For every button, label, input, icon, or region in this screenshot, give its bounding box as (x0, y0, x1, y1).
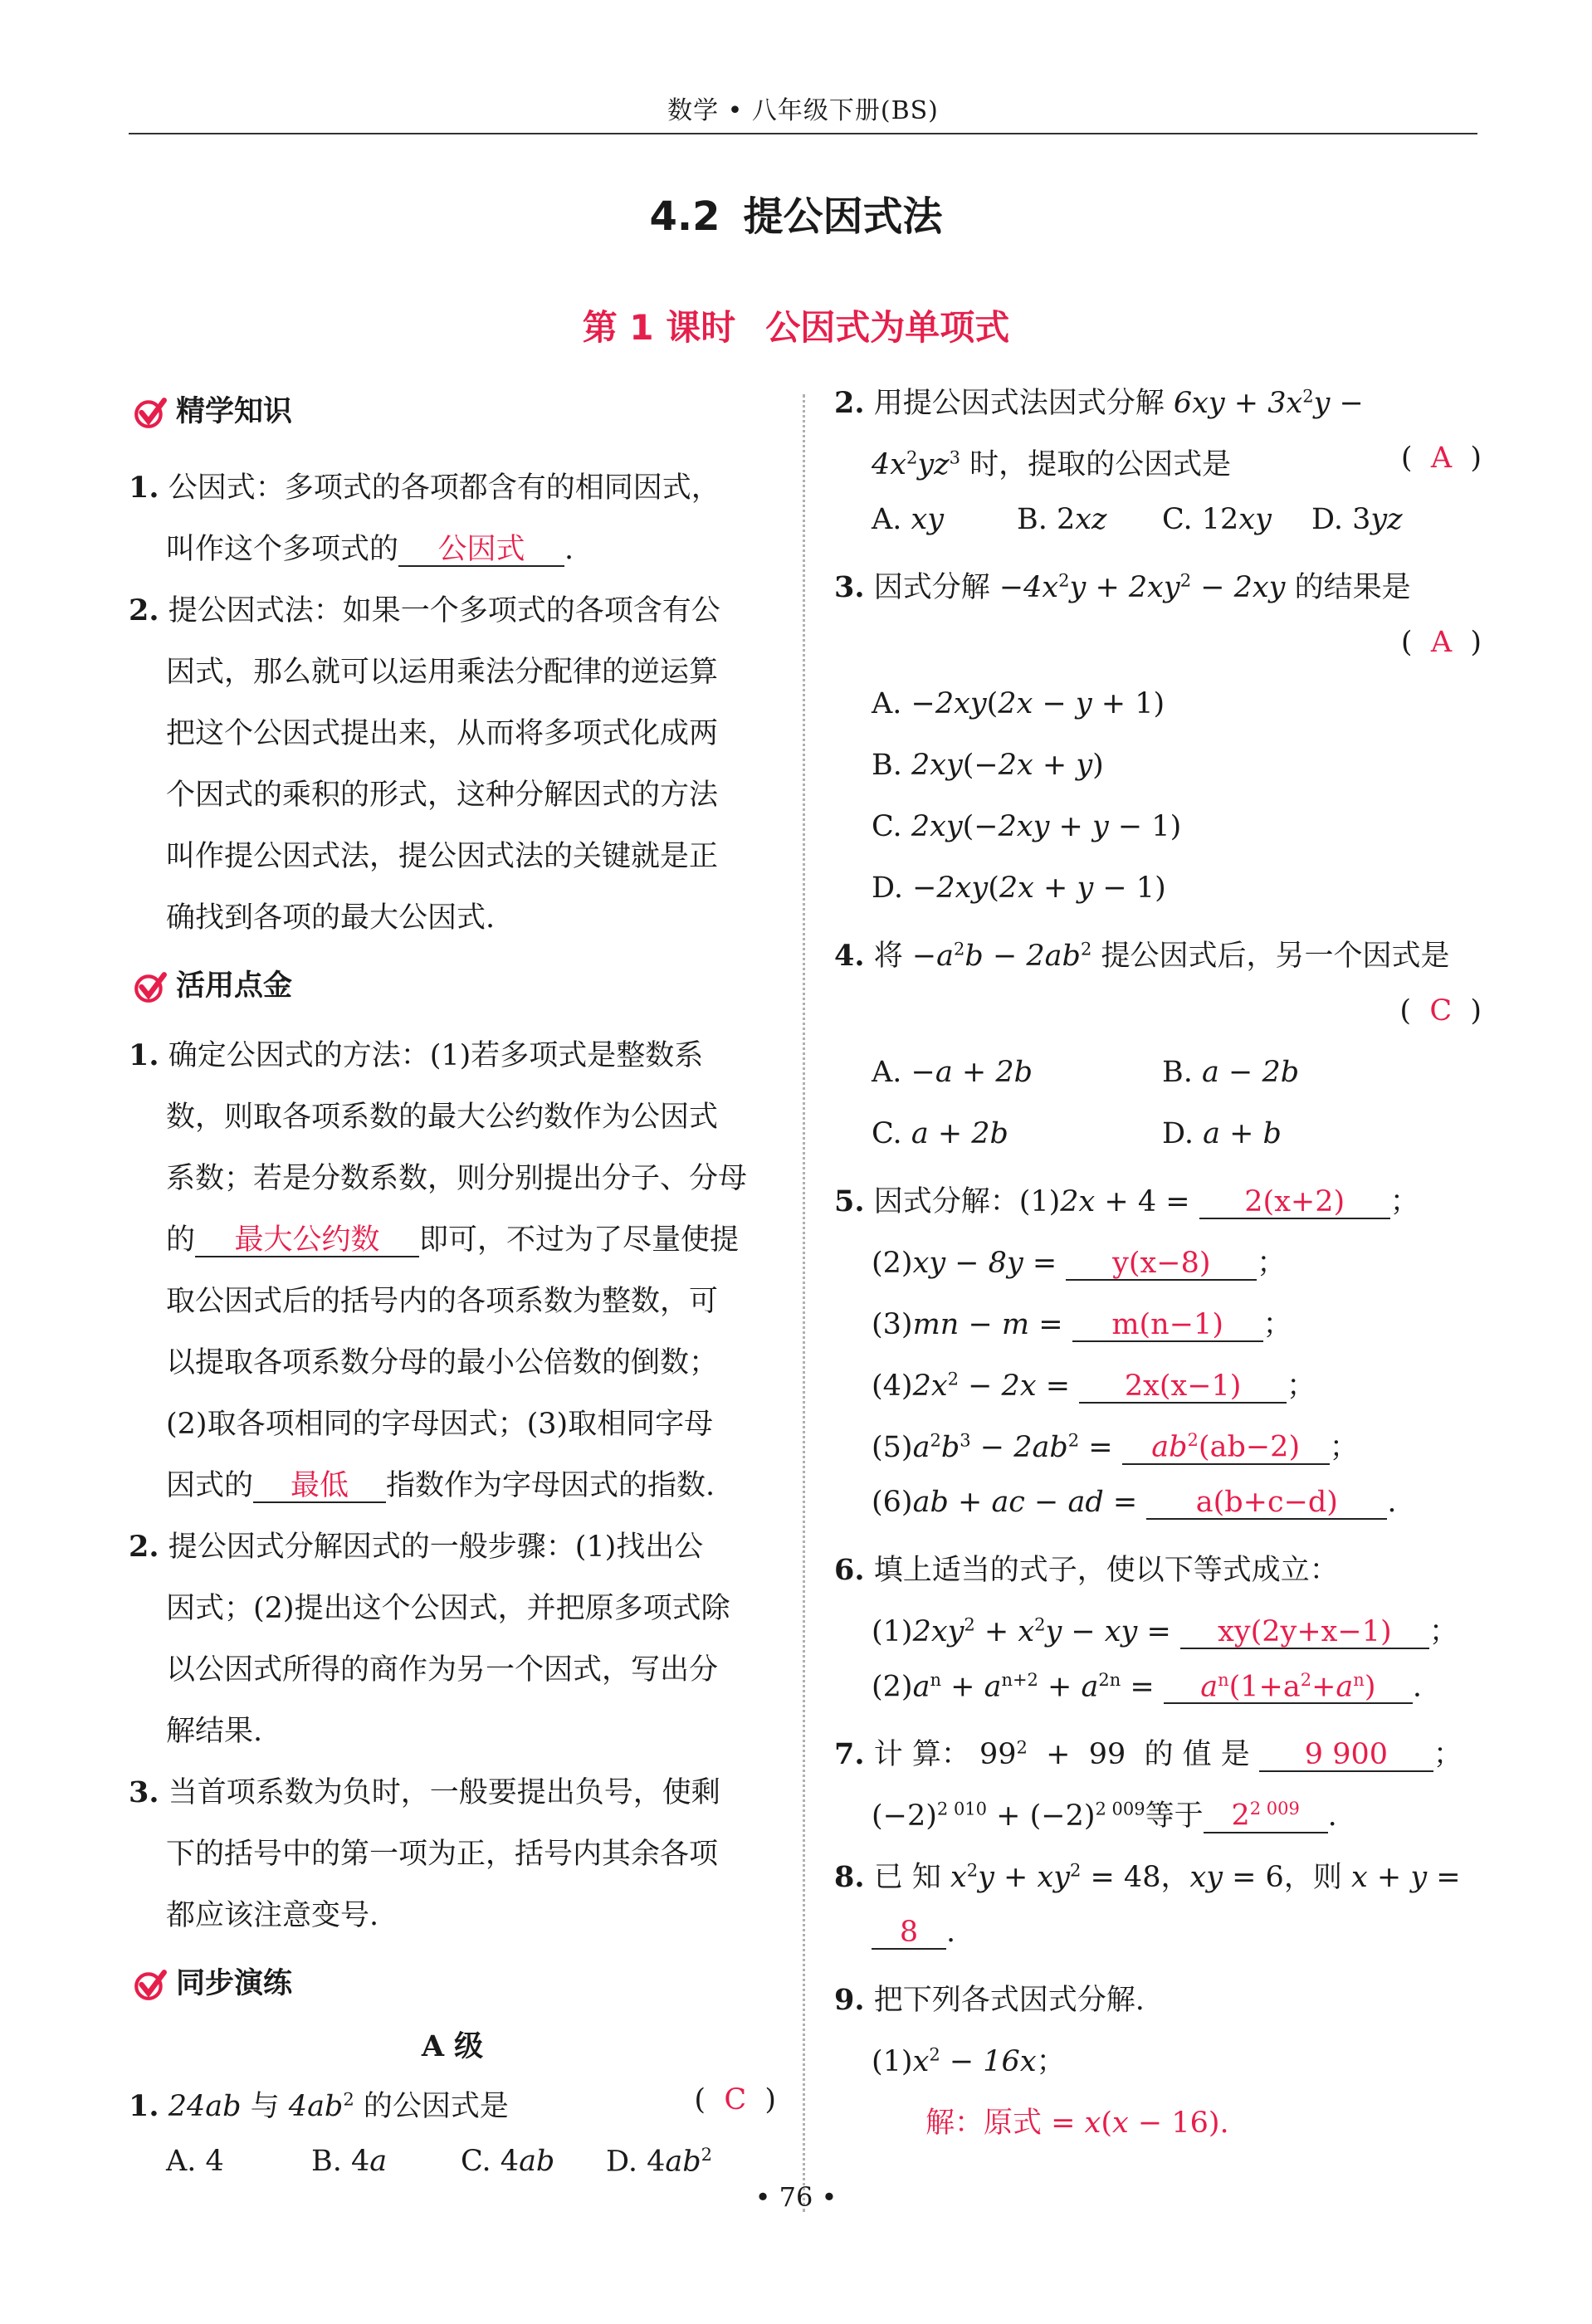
answer-blank: m(n−1) (1072, 1310, 1263, 1342)
question-1-stem: 1. 24ab 与 $4ab^2$ 的公因式是 ( C ) (129, 2083, 776, 2123)
answer-choice: C (724, 2083, 747, 2116)
tip-3-line-1: 3. 当首项系数为负时，一般要提出负号，使剩 (129, 1775, 720, 1809)
tip-1-line-7: (2)取各项相同的字母因式；(3)取相同字母 (166, 1408, 714, 1441)
lesson-title (0, 300, 1592, 350)
knowledge-2-line-4: 个因式的乘积的形式，这种分解因式的方法 (166, 779, 719, 812)
answer-blank: $ab^2(ab-2)$ (1122, 1431, 1330, 1464)
question-7-line-2: $(-2)^{2 010} + (-2)^{2 009}$等于 $2^{2 009}$ . (872, 1799, 1337, 1833)
answer-choice: A (1430, 626, 1453, 659)
question-3-option-c: C. 2xy(−2xy + y − 1) (872, 810, 1182, 843)
question-1-option-a: A. 4 (166, 2145, 224, 2178)
question-5-part-1: 5. 因式分解：(1)2x + 4 = 2(x+2) ； (834, 1184, 1419, 1218)
question-9-part-1: $(1)x^2 - 16x$； (872, 2044, 1066, 2078)
question-9-stem: 9. 把下列各式因式分解. (834, 1983, 1145, 2017)
question-5-part-6: (6)ab + ac − ad = a(b+c−d) . (872, 1486, 1397, 1519)
tip-1-line-8: 因式的 最低 指数作为字母因式的指数. (166, 1469, 715, 1502)
knowledge-1-line-2: 叫作这个多项式的 公因式 . (166, 533, 574, 566)
section-number: 4.2 (649, 193, 720, 240)
section-heading-practice (133, 1960, 292, 2002)
question-2-line-2: $4x^2yz^3$ 时，提取的公因式是 ( A ) (872, 442, 1482, 481)
answer-blank: $a^n(1+a^2+a^n)$ (1164, 1671, 1413, 1704)
check-icon (133, 969, 168, 1004)
question-2-line-1: 2. 用提公因式法因式分解 $6xy + 3x^2y$ − (834, 386, 1364, 420)
check-icon (133, 1967, 168, 2002)
answer-choice: C (1429, 994, 1453, 1028)
answer-blank: 8 (872, 1917, 946, 1950)
question-5-part-4: $(4)2x^2 - 2x = 2x(x-1)$ ； (872, 1369, 1316, 1403)
knowledge-2-line-1: 2. 提公因式法：如果一个多项式的各项含有公 (129, 593, 720, 627)
section-heading-knowledge (133, 388, 292, 430)
question-3-option-d: D. −2xy(2x + y − 1) (872, 872, 1166, 905)
tip-2-line-1: 2. 提公因式分解因式的一般步骤：(1)找出公 (129, 1530, 704, 1564)
question-2-option-a: A. xy (872, 503, 945, 536)
grade-label: A 级 (421, 2029, 484, 2063)
answer-blank: $2^{2 009}$ (1204, 1799, 1328, 1833)
question-9-solution: 解：原式 = x(x − 16). (925, 2107, 1229, 2140)
question-3-option-b: B. 2xy(−2x + y) (872, 749, 1104, 782)
section-label: 同步演练 (176, 1967, 293, 2000)
page-header: 数学 • 八年级下册(BS) (667, 96, 939, 125)
tip-1-line-2: 数，则取各项系数的最大公约数作为公因式 (166, 1101, 719, 1134)
check-icon (133, 395, 168, 430)
question-3-option-a: A. −2xy(2x − y + 1) (872, 687, 1165, 720)
question-4-stem: 4. 将 $-a^2b - 2ab^2$ 提公因式后，另一个因式是 (834, 939, 1450, 973)
question-5-part-3: (3)mn − m = m(n−1) ； (872, 1308, 1292, 1341)
tip-1-line-5: 取公因式后的括号内的各项系数为整数，可 (166, 1285, 719, 1318)
question-4-option-a: A. −a + 2b (872, 1056, 1033, 1089)
answer-blank: 9 900 (1259, 1740, 1433, 1772)
section-heading-tips (133, 963, 292, 1004)
tip-1-line-4: 的 最大公约数 即可，不过为了尽量使提 (166, 1223, 740, 1257)
tip-3-line-2: 下的括号中的第一项为正，括号内其余各项 (166, 1838, 719, 1871)
question-4-option-b: B. a − 2b (1162, 1056, 1300, 1089)
tip-1-line-1: 1. 确定公因式的方法：(1)若多项式是整数系 (129, 1038, 704, 1072)
question-1-option-d: D. $4ab^2$ (606, 2145, 712, 2179)
question-6-part-2: $(2)a^n + a^{n+2} + a^{2n} = a^n(1+a^2+a^n)$ . (872, 1670, 1422, 1704)
question-4-option-d: D. a + b (1162, 1117, 1282, 1150)
answer-blank: y(x−8) (1066, 1248, 1257, 1281)
question-6-part-1: $(1)2xy^2 + x^2y$ − xy = xy(2y+x−1) ； (872, 1614, 1458, 1648)
section-title (0, 184, 1592, 242)
answer-blank: xy(2y+x−1) (1180, 1617, 1429, 1649)
question-2-option-c: C. 12xy (1162, 503, 1272, 536)
question-7-line-1: 7. 计 算： $99^2 + 99$ 的 值 是 9 900 ； (834, 1737, 1463, 1771)
answer-blank: 最大公约数 (195, 1225, 419, 1257)
question-5-part-5: $(5)a^2b^3 - 2ab^2 = ab^2(ab-2)$ ； (872, 1430, 1359, 1464)
tip-1-line-6: 以提取各项系数分母的最小公倍数的倒数； (166, 1346, 719, 1379)
question-1-option-b: B. 4a (311, 2145, 388, 2178)
column-divider (803, 394, 805, 2212)
lesson-topic: 公因式为单项式 (765, 307, 1010, 348)
lesson-number: 第 1 课时 (582, 307, 736, 348)
section-label: 活用点金 (176, 969, 293, 1003)
tip-2-line-2: 因式；(2)提出这个公因式，并把原多项式除 (166, 1592, 730, 1625)
question-1-option-c: C. 4ab (461, 2145, 555, 2178)
answer-choice: A (1430, 442, 1453, 475)
question-2-option-b: B. 2xz (1017, 503, 1107, 536)
question-5-part-2: (2)xy − 8y = y(x−8) ； (872, 1247, 1287, 1280)
tip-2-line-3: 以公因式所得的商作为另一个因式，写出分 (166, 1653, 719, 1687)
knowledge-1-line-1: 1. 公因式：多项式的各项都含有的相同因式， (129, 471, 720, 505)
question-4-option-c: C. a + 2b (872, 1117, 1008, 1150)
tip-2-line-4: 解结果. (166, 1715, 263, 1748)
question-6-stem: 6. 填上适当的式子，使以下等式成立： (834, 1553, 1339, 1587)
tip-1-line-3: 系数；若是分数系数，则分别提出分子、分母 (166, 1162, 748, 1195)
knowledge-2-line-2: 因式，那么就可以运用乘法分配律的逆运算 (166, 656, 719, 689)
tip-3-line-3: 都应该注意变号. (166, 1899, 379, 1932)
answer-blank: 2(x+2) (1199, 1187, 1390, 1219)
header-rule (129, 133, 1477, 134)
knowledge-2-line-3: 把这个公因式提出来，从而将多项式化成两 (166, 717, 719, 750)
question-8-line-1: 8. 已 知 $x^2y + xy^2 = 48$，xy = 6，则 x + y = (834, 1860, 1461, 1894)
question-2-option-d: D. 3yz (1311, 503, 1403, 536)
answer-blank: a(b+c−d) (1146, 1487, 1387, 1520)
knowledge-2-line-6: 确找到各项的最大公因式. (166, 901, 496, 935)
answer-blank: 2x(x−1) (1079, 1371, 1287, 1404)
answer-blank: 公因式 (398, 535, 564, 567)
answer-blank: 最低 (253, 1471, 386, 1503)
question-8-line-2: 8 . (872, 1916, 955, 1950)
section-name: 提公因式法 (743, 193, 943, 240)
question-3-stem: 3. 因式分解 $-4x^2y + 2xy^2 - 2xy$ 的结果是 (834, 570, 1411, 604)
page-number: • 76 • (754, 2181, 838, 2213)
section-label: 精学知识 (176, 395, 293, 428)
knowledge-2-line-5: 叫作提公因式法，提公因式法的关键就是正 (166, 840, 719, 873)
